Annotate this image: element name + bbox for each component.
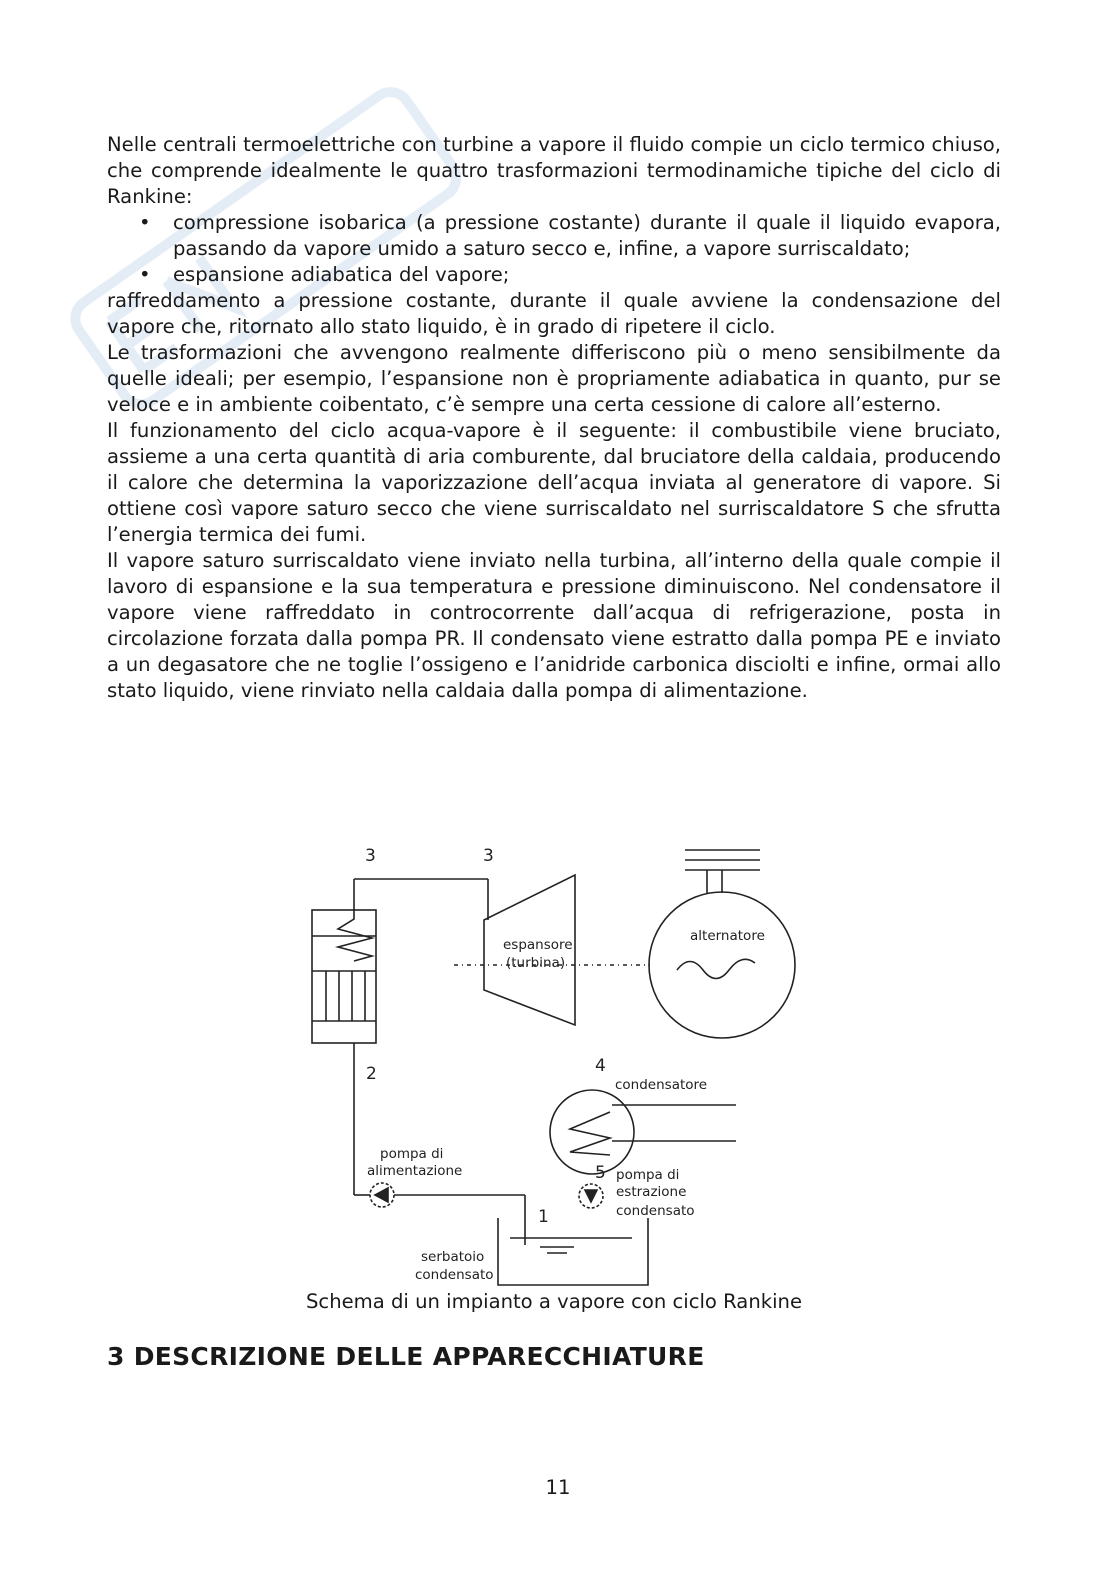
list-item: • espansione adiabatica del vapore; [173, 262, 1001, 288]
state-label-1: 1 [538, 1207, 549, 1227]
paragraph-cooling: raffreddamento a pressione costante, durante il quale avviene la condensazione del vapore che, ritornato allo stato liquido, è in grado di ripetere il ciclo. [107, 289, 1001, 338]
list-item: • compressione isobarica (a pressione costante) durante il quale il liquido evapora, passando da vapore umido a saturo secco e, infine, a vapore surriscaldato; [173, 210, 1001, 262]
extraction-pump-label: estrazione [616, 1184, 687, 1200]
page-number: 11 [545, 1476, 571, 1499]
state-label-3-left: 3 [365, 846, 376, 866]
transformations-list [107, 210, 1001, 288]
alternator-label: alternatore [690, 928, 765, 944]
superheater-coil [338, 879, 372, 961]
extraction-pump-label: pompa di [616, 1167, 680, 1183]
feed-pump-label: pompa di [380, 1146, 444, 1162]
rankine-plant-diagram [270, 835, 870, 1295]
condenser [550, 1090, 634, 1174]
turbine-label: (turbina) [506, 955, 566, 971]
state-label-4: 4 [595, 1056, 606, 1076]
figure-caption: Schema di un impianto a vapore con ciclo Rankine [305, 1290, 802, 1313]
paragraph-real-transformations: Le trasformazioni che avvengono realmente differiscono più o meno sensibilmente da quelle ideali; per esempio, l’espansione non è propriamente adiabatica in quanto, pur se veloce e in ambiente coibentato, c’è sempre una certa cessione di calore all’esterno. [107, 341, 1001, 416]
state-label-3-right: 3 [483, 846, 494, 866]
turbine-label: espansore [503, 937, 573, 953]
feed-pump-label: alimentazione [367, 1163, 463, 1179]
state-label-2: 2 [366, 1064, 377, 1084]
condenser-coil [570, 1112, 610, 1155]
condensate-tank [498, 1218, 648, 1285]
state-label-5: 5 [595, 1163, 606, 1183]
body-text [107, 132, 1001, 704]
sine-wave [677, 959, 755, 978]
tank-label: condensato [415, 1267, 494, 1283]
section-heading: 3 DESCRIZIONE DELLE APPARECCHIATURE [107, 1342, 705, 1371]
paragraph-intro: Nelle centrali termoelettriche con turbine a vapore il fluido compie un ciclo termico chiuso, che comprende idealmente le quattro trasformazioni termodinamiche tipiche del ciclo di Rankine: [107, 133, 1001, 208]
alternator [649, 892, 795, 1038]
extraction-pump-label: condensato [616, 1203, 695, 1219]
condenser-label: condensatore [615, 1077, 708, 1093]
paragraph-cycle-operation: Il funzionamento del ciclo acqua-vapore è il seguente: il combustibile viene bruciato, assieme a una certa quantità di aria comburente, dal bruciatore della caldaia, producendo il calore che determina la vaporizzazione dell’acqua inviata al generatore di vapore. Si ottiene così vapore saturo secco che viene surriscaldato nel surriscaldatore S che sfrutta l’energia termica dei fumi. [107, 419, 1001, 546]
paragraph-turbine-condenser: Il vapore saturo surriscaldato viene inviato nella turbina, all’interno della quale compie il lavoro di espansione e la sua temperatura e pressione diminuiscono. Nel condensatore il vapore viene raffreddato in controcorrente dall’acqua di refrigerazione, posta in circolazione forzata dalla pompa PR. Il condensato viene estratto dalla pompa PE e inviato a un degasatore che ne toglie l’ossigeno e l’anidride carbonica disciolti e infine, ormai allo stato liquido, viene rinviato nella caldaia dalla pompa di alimentazione. [107, 549, 1001, 702]
tank-label: serbatoio [421, 1249, 485, 1265]
